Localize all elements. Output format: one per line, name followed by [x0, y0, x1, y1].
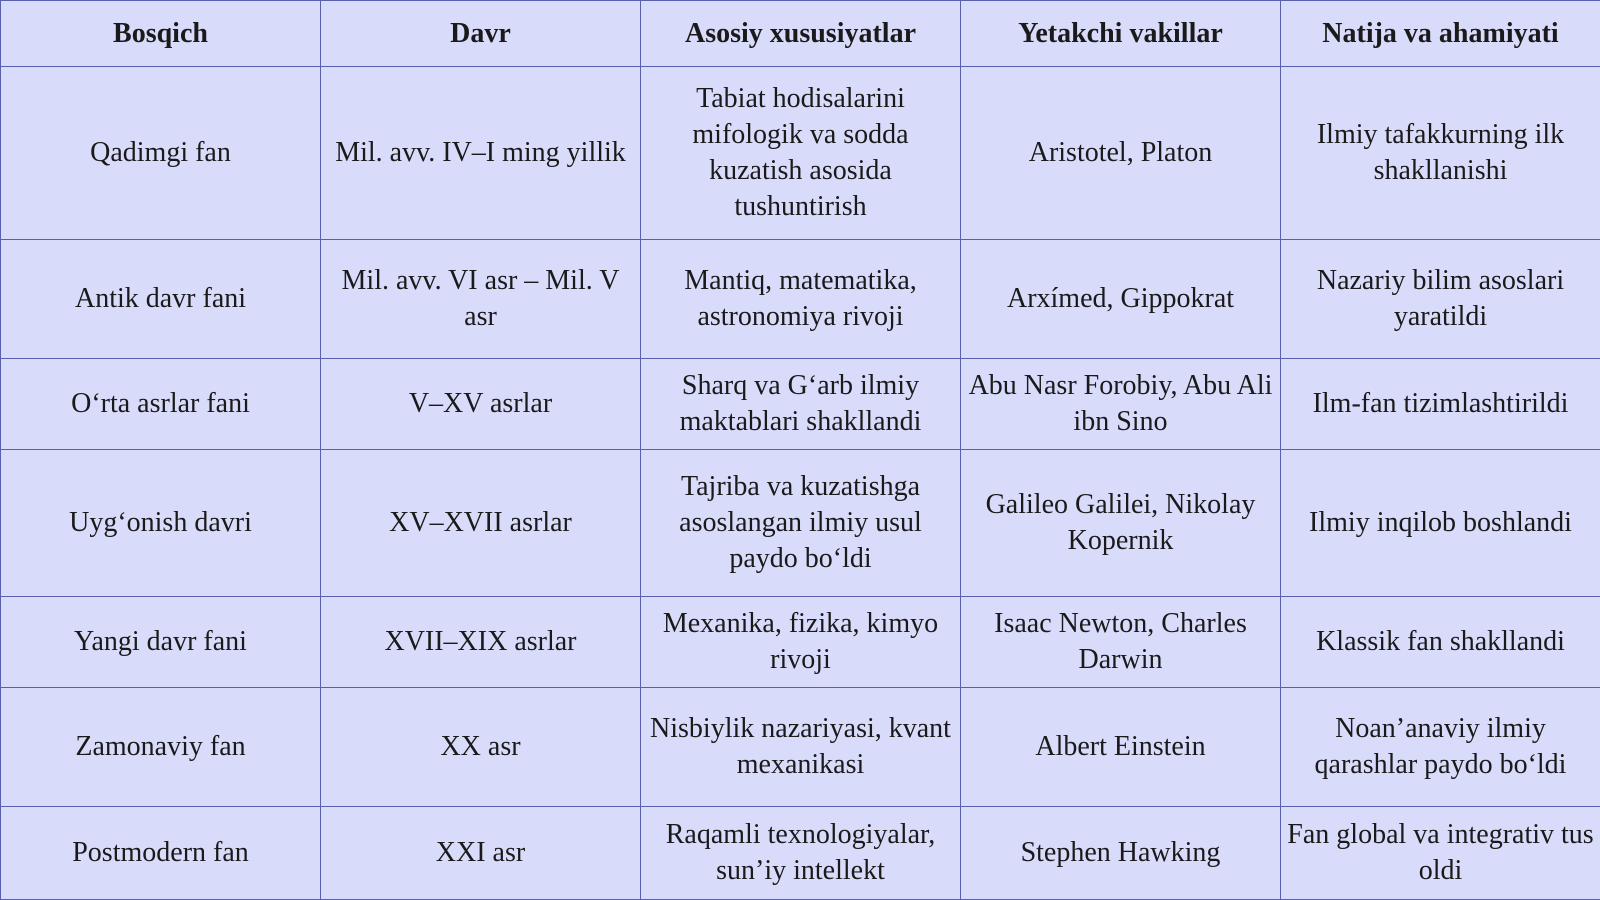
cell-stage: Yangi davr fani	[1, 597, 321, 688]
header-leading-figures: Yetakchi vakillar	[961, 1, 1281, 67]
cell-figures: Isaac Newton, Charles Darwin	[961, 597, 1281, 688]
cell-stage: O‘rta asrlar fani	[1, 359, 321, 450]
header-stage: Bosqich	[1, 1, 321, 67]
table-row	[1, 67, 1600, 240]
cell-result: Noan’anaviy ilmiy qarashlar paydo bo‘ldi	[1281, 688, 1600, 807]
table-row	[1, 450, 1600, 597]
cell-features: Tajriba va kuzatishga asoslangan ilmiy usul paydo bo‘ldi	[641, 450, 961, 597]
cell-features: Tabiat hodisalarini mifologik va sodda kuzatish asosida tushuntirish	[641, 67, 961, 240]
header-result-significance: Natija va ahamiyati	[1281, 1, 1600, 67]
cell-period: Mil. avv. IV–I ming yillik	[321, 67, 641, 240]
cell-stage: Qadimgi fan	[1, 67, 321, 240]
cell-figures: Albert Einstein	[961, 688, 1281, 807]
cell-period: XXI asr	[321, 807, 641, 900]
table-row	[1, 688, 1600, 807]
table-row	[1, 240, 1600, 359]
cell-figures: Arxímed, Gippokrat	[961, 240, 1281, 359]
cell-period: V–XV asrlar	[321, 359, 641, 450]
table-header-row	[1, 1, 1600, 67]
cell-features: Raqamli texnologiyalar, sun’iy intellekt	[641, 807, 961, 900]
cell-period: XV–XVII asrlar	[321, 450, 641, 597]
table-row	[1, 807, 1600, 900]
cell-figures: Aristotel, Platon	[961, 67, 1281, 240]
cell-figures: Abu Nasr Forobiy, Abu Ali ibn Sino	[961, 359, 1281, 450]
cell-period: XVII–XIX asrlar	[321, 597, 641, 688]
cell-period: Mil. avv. VI asr – Mil. V asr	[321, 240, 641, 359]
cell-figures: Stephen Hawking	[961, 807, 1281, 900]
table-row	[1, 597, 1600, 688]
cell-result: Nazariy bilim asoslari yaratildi	[1281, 240, 1600, 359]
cell-result: Ilm-fan tizimlashtirildi	[1281, 359, 1600, 450]
cell-stage: Postmodern fan	[1, 807, 321, 900]
cell-result: Fan global va integrativ tus oldi	[1281, 807, 1600, 900]
cell-stage: Zamonaviy fan	[1, 688, 321, 807]
header-period: Davr	[321, 1, 641, 67]
cell-features: Nisbiylik nazariyasi, kvant mexanikasi	[641, 688, 961, 807]
cell-features: Sharq va G‘arb ilmiy maktablari shakllandi	[641, 359, 961, 450]
table-row	[1, 359, 1600, 450]
cell-result: Ilmiy inqilob boshlandi	[1281, 450, 1600, 597]
cell-result: Klassik fan shakllandi	[1281, 597, 1600, 688]
cell-result: Ilmiy tafakkurning ilk shakllanishi	[1281, 67, 1600, 240]
header-main-features: Asosiy xususiyatlar	[641, 1, 961, 67]
cell-period: XX asr	[321, 688, 641, 807]
cell-features: Mantiq, matematika, astronomiya rivoji	[641, 240, 961, 359]
cell-features: Mexanika, fizika, kimyo rivoji	[641, 597, 961, 688]
cell-figures: Galileo Galilei, Nikolay Kopernik	[961, 450, 1281, 597]
cell-stage: Antik davr fani	[1, 240, 321, 359]
cell-stage: Uyg‘onish davri	[1, 450, 321, 597]
